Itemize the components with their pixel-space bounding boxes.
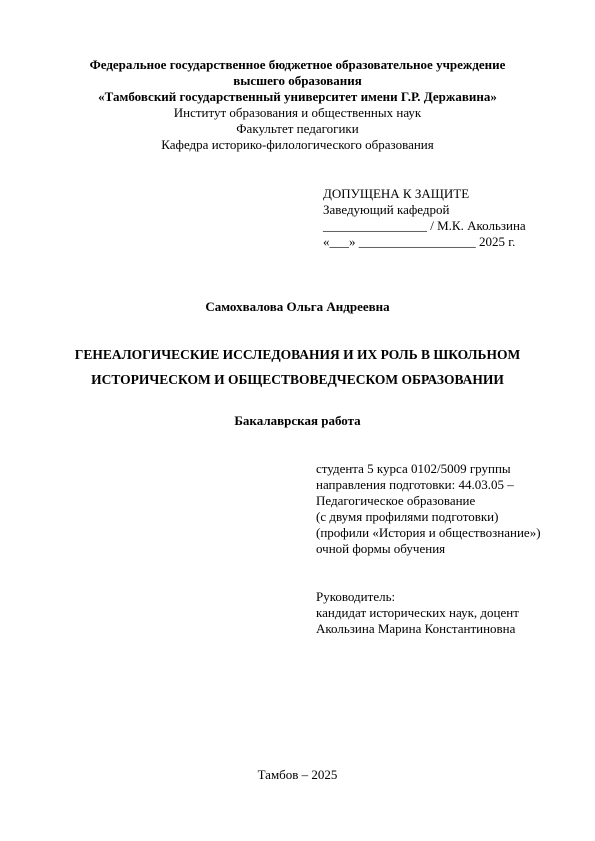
institution-line-2: высшего образования bbox=[233, 73, 362, 88]
approval-heading: ДОПУЩЕНА К ЗАЩИТЕ bbox=[323, 186, 470, 201]
institution-line-1: Федеральное государственное бюджетное образовательное учреждение bbox=[89, 57, 506, 72]
student-info-line-6: очной формы обучения bbox=[316, 541, 446, 556]
approval-date-line: «___» __________________ 2025 г. bbox=[323, 234, 516, 249]
student-info-line-5: (профили «История и обществознание») bbox=[316, 525, 541, 540]
university-name: «Тамбовский государственный университет имени Г.Р. Державина» bbox=[98, 89, 497, 104]
author-name: Самохвалова Ольга Андреевна bbox=[205, 299, 390, 314]
approval-signature-line: ________________ / М.К. Акользина bbox=[323, 218, 526, 233]
student-info-line-2: направления подготовки: 44.03.05 – bbox=[316, 477, 514, 492]
thesis-title-line-1: ГЕНЕАЛОГИЧЕСКИЕ ИССЛЕДОВАНИЯ И ИХ РОЛЬ В ШКОЛЬНОМ bbox=[74, 347, 521, 362]
approval-head-title: Заведующий кафедрой bbox=[323, 202, 450, 217]
institute-name: Институт образования и общественных наук bbox=[173, 105, 422, 120]
student-info-line-4: (с двумя профилями подготовки) bbox=[316, 509, 499, 524]
supervisor-name: Акользина Марина Константиновна bbox=[316, 621, 516, 636]
work-type: Бакалаврская работа bbox=[234, 413, 361, 428]
city-year: Тамбов – 2025 bbox=[257, 767, 338, 782]
department-name: Кафедра историко-филологического образования bbox=[161, 137, 434, 152]
student-info-line-3: Педагогическое образование bbox=[316, 493, 476, 508]
supervisor-label: Руководитель: bbox=[316, 589, 396, 604]
student-info-line-1: студента 5 курса 0102/5009 группы bbox=[316, 461, 511, 476]
thesis-title-line-2: ИСТОРИЧЕСКОМ И ОБЩЕСТВОВЕДЧЕСКОМ ОБРАЗОВАНИИ bbox=[91, 372, 504, 387]
supervisor-degree: кандидат исторических наук, доцент bbox=[316, 605, 519, 620]
faculty-name: Факультет педагогики bbox=[236, 121, 359, 136]
